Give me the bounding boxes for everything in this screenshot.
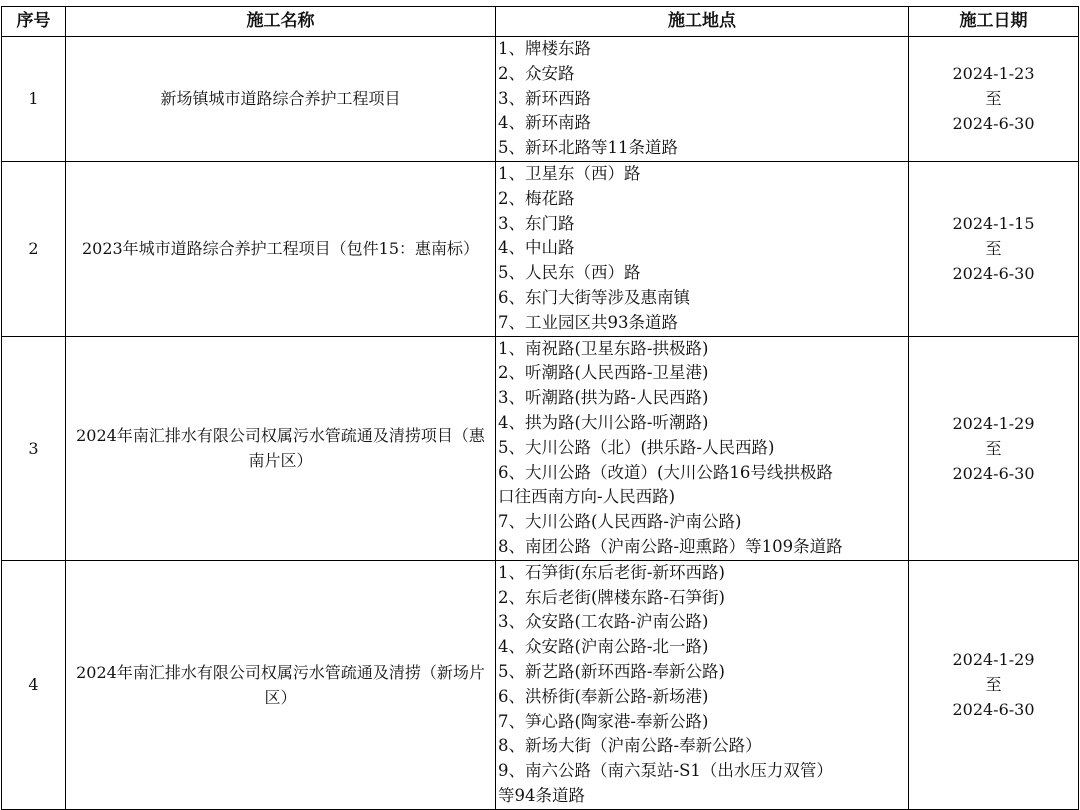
location-item: 1、卫星东（西）路: [498, 163, 641, 183]
row-index: 1: [2, 37, 66, 162]
location-item: 5、大川公路（北）(拱乐路-人民西路): [498, 437, 775, 457]
location-item: 4、新环南路: [498, 113, 591, 133]
date-start: 2024-1-23: [952, 64, 1035, 84]
header-index: 序号: [2, 7, 66, 37]
location-item: 3、东门路: [498, 213, 575, 233]
location-item: 8、新场大街（沪南公路-奉新公路）: [498, 736, 762, 756]
date-separator: 至: [985, 89, 1002, 109]
location-item: 1、南祝路(卫星东路-拱极路): [498, 338, 709, 358]
row-name: 2024年南汇排水有限公司权属污水管疏通及清捞项目（惠南片区）: [66, 336, 496, 560]
table-row: [2, 37, 1079, 162]
date-separator: 至: [985, 675, 1002, 695]
location-item: 5、新艺路(新环西路-奉新公路): [498, 661, 725, 681]
date-start: 2024-1-29: [952, 650, 1035, 670]
location-item: 4、中山路: [498, 238, 575, 258]
table-row: [2, 161, 1079, 336]
date-separator: 至: [985, 438, 1002, 458]
header-row: [2, 7, 1079, 37]
location-item: 3、众安路(工农路-沪南公路): [498, 612, 709, 632]
location-item: 7、工业园区共93条道路: [498, 312, 678, 332]
location-item: 6、东门大街等涉及惠南镇: [498, 287, 690, 307]
row-index: 2: [2, 161, 66, 336]
location-item: 口往西南方向-人民西路): [498, 487, 676, 507]
row-name: 新场镇城市道路综合养护工程项目: [66, 37, 496, 162]
row-locations: [496, 37, 909, 162]
date-end: 2024-6-30: [952, 463, 1035, 483]
row-index: 3: [2, 336, 66, 560]
header-date: 施工日期: [909, 7, 1079, 37]
location-item: 等94条道路: [498, 785, 585, 805]
row-date: [909, 37, 1079, 162]
location-item: 4、拱为路(大川公路-听潮路): [498, 412, 709, 432]
header-name: 施工名称: [66, 7, 496, 37]
row-date: [909, 336, 1079, 560]
table-row: [2, 336, 1079, 560]
date-end: 2024-6-30: [952, 114, 1035, 134]
construction-table: [1, 6, 1079, 810]
location-item: 9、南六公路（南六泵站-S1（出水压力双管）: [498, 761, 833, 781]
location-item: 3、听潮路(拱为路-人民西路): [498, 388, 709, 408]
location-item: 7、笋心路(陶家港-奉新公路): [498, 711, 709, 731]
row-date: [909, 560, 1079, 809]
row-date: [909, 161, 1079, 336]
table-row: [2, 560, 1079, 809]
row-locations: [496, 560, 909, 809]
date-start: 2024-1-29: [952, 413, 1035, 433]
location-item: 2、听潮路(人民西路-卫星港): [498, 363, 709, 383]
location-item: 2、东后老街(牌楼东路-石笋街): [498, 587, 725, 607]
date-separator: 至: [985, 239, 1002, 259]
location-item: 1、石笋街(东后老街-新环西路): [498, 562, 725, 582]
row-locations: [496, 161, 909, 336]
location-item: 5、新环北路等11条道路: [498, 138, 678, 158]
row-locations: [496, 336, 909, 560]
date-end: 2024-6-30: [952, 700, 1035, 720]
location-item: 3、新环西路: [498, 88, 591, 108]
row-index: 4: [2, 560, 66, 809]
location-item: 1、牌楼东路: [498, 39, 591, 58]
row-name: 2023年城市道路综合养护工程项目（包件15：惠南标）: [66, 161, 496, 336]
location-item: 6、大川公路（改道）(大川公路16号线拱极路: [498, 462, 833, 482]
location-item: 5、人民东（西）路: [498, 263, 641, 283]
date-end: 2024-6-30: [952, 264, 1035, 284]
location-item: 2、梅花路: [498, 188, 575, 208]
location-item: 2、众安路: [498, 63, 575, 83]
location-item: 6、洪桥街(奉新公路-新场港): [498, 686, 709, 706]
header-location: 施工地点: [496, 7, 909, 37]
row-name: 2024年南汇排水有限公司权属污水管疏通及清捞（新场片区）: [66, 560, 496, 809]
location-item: 7、大川公路(人民西路-沪南公路): [498, 512, 742, 532]
date-start: 2024-1-15: [952, 214, 1035, 234]
location-item: 4、众安路(沪南公路-北一路): [498, 637, 709, 657]
location-item: 8、南团公路（沪南公路-迎熏路）等109条道路: [498, 536, 843, 556]
